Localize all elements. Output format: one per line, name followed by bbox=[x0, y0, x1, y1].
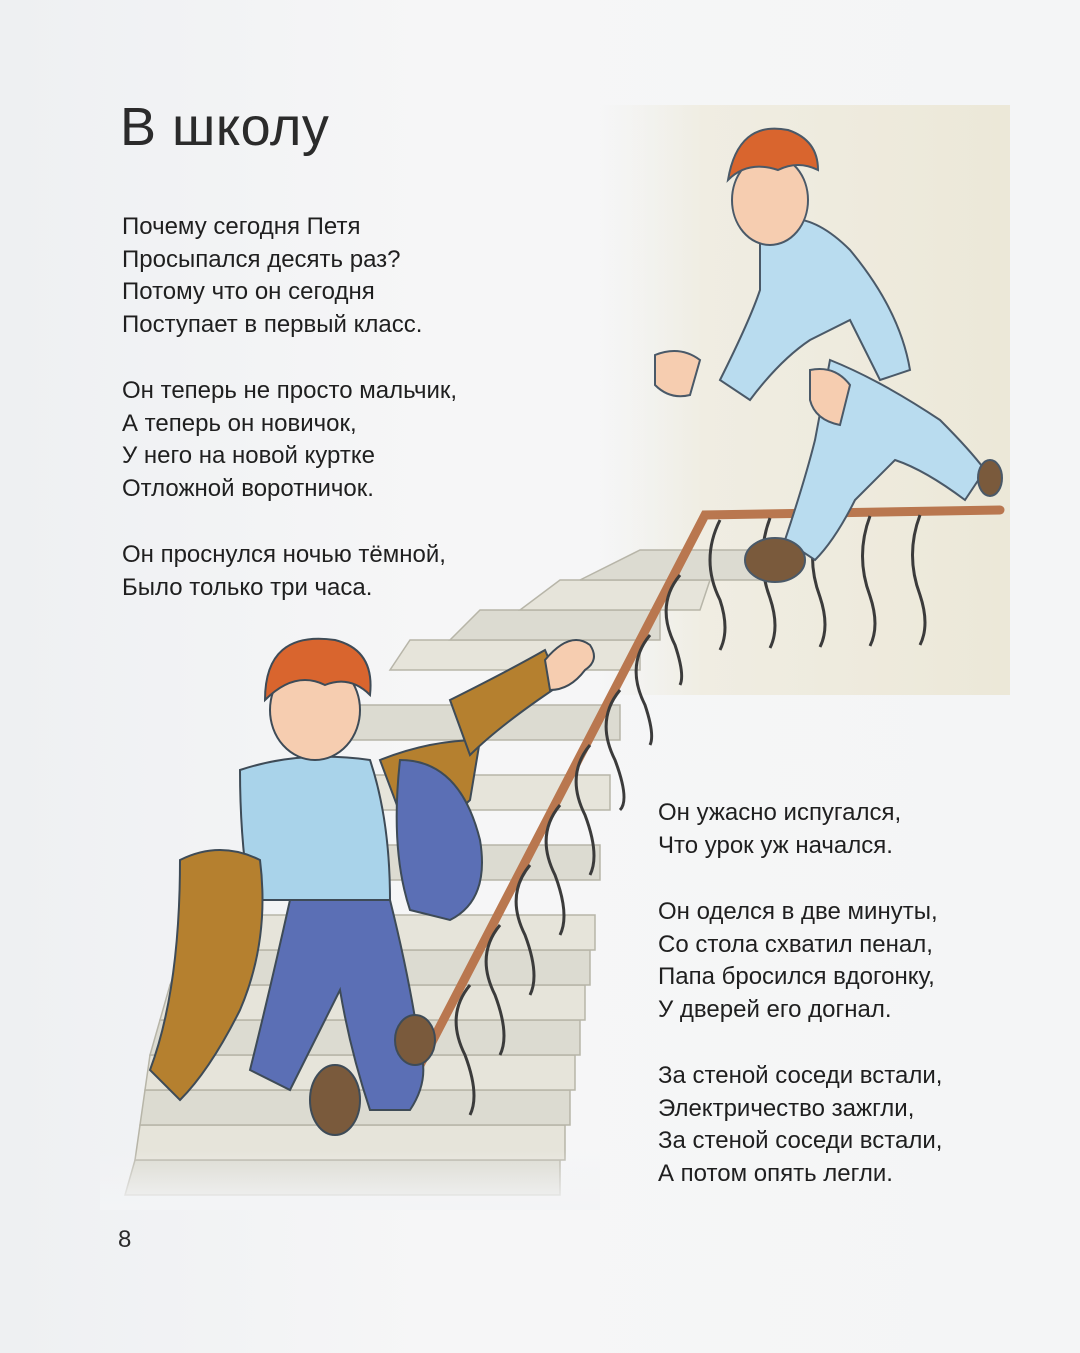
stanza bbox=[658, 896, 942, 1026]
stanza bbox=[122, 539, 457, 604]
stanza bbox=[658, 1060, 942, 1190]
poem-line: У дверей его догнал. bbox=[658, 995, 892, 1023]
poem-line: Просыпался десять раз? bbox=[122, 245, 401, 273]
poem-line: Поступает в первый класс. bbox=[122, 310, 423, 338]
poem-line: За стеной соседи встали, bbox=[658, 1127, 943, 1154]
poem-line: Почему сегодня Петя bbox=[122, 213, 361, 240]
stanza bbox=[122, 211, 457, 341]
stanza bbox=[658, 797, 942, 862]
bottom-fade bbox=[100, 1150, 600, 1210]
poem-line: Электричество зажгли, bbox=[658, 1094, 915, 1122]
stanza bbox=[122, 375, 457, 505]
page-number: 8 bbox=[118, 1226, 132, 1253]
poem-right-column bbox=[658, 797, 942, 1224]
poem-title: В школу bbox=[120, 97, 330, 157]
poem-left-column bbox=[122, 211, 457, 638]
poem-line: Что урок уж начался. bbox=[658, 831, 893, 859]
poem-line: Со стола схватил пенал, bbox=[658, 930, 933, 958]
poem-line: Было только три часа. bbox=[122, 573, 373, 601]
poem-line: Потому что он сегодня bbox=[122, 278, 375, 305]
poem-line: Он теперь не просто мальчик, bbox=[122, 377, 458, 404]
poem-line: У него на новой куртке bbox=[122, 442, 375, 469]
poem-line: А теперь он новичок, bbox=[122, 409, 357, 437]
poem-line: Отложной воротничок. bbox=[122, 474, 374, 502]
poem-line: Он проснулся ночью тёмной, bbox=[122, 541, 446, 568]
poem-line: За стеной соседи встали, bbox=[658, 1062, 943, 1089]
poem-line: Он оделся в две минуты, bbox=[658, 898, 938, 925]
poem-line: Он ужасно испугался, bbox=[658, 799, 902, 826]
poem-line: А потом опять легли. bbox=[658, 1159, 893, 1187]
poem-line: Папа бросился вдогонку, bbox=[658, 963, 935, 990]
